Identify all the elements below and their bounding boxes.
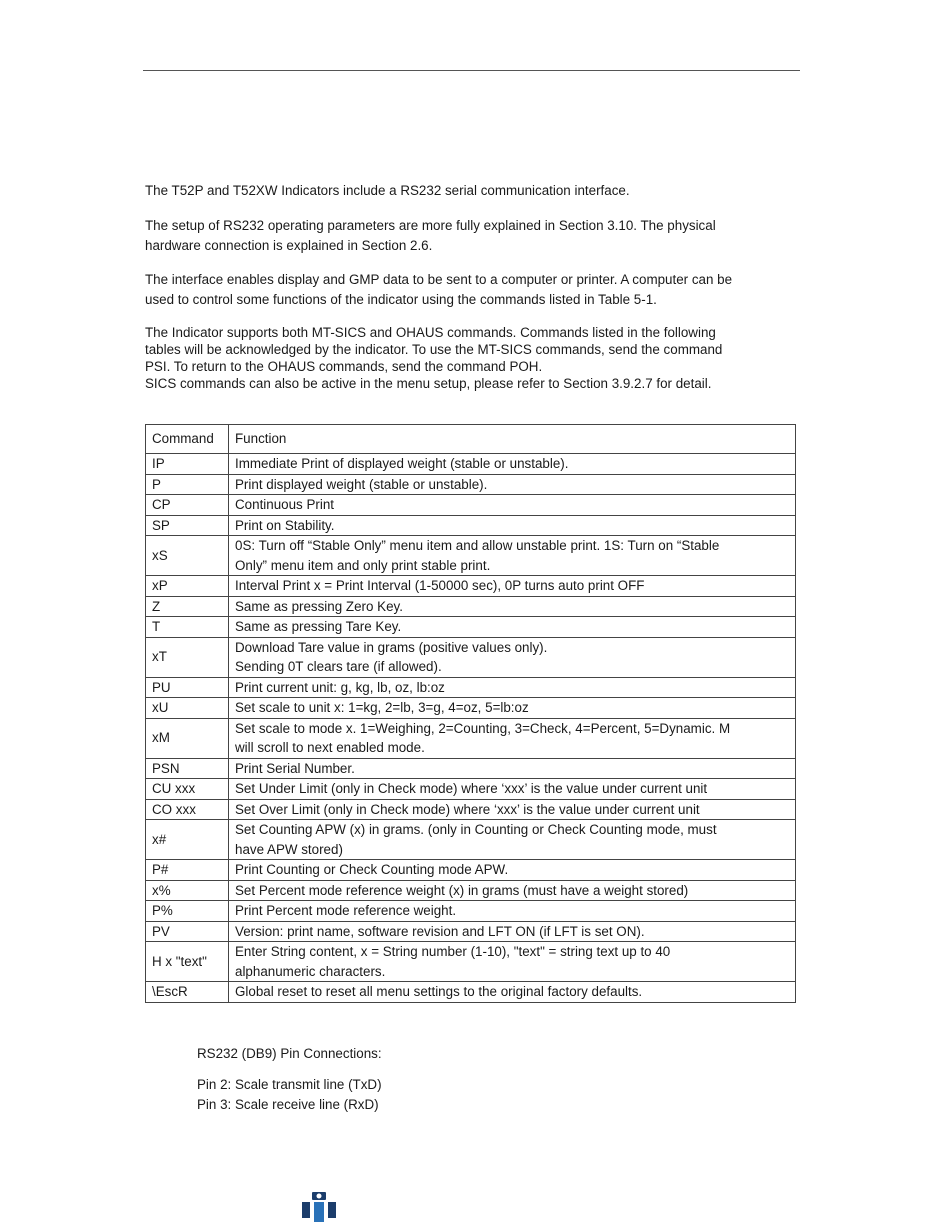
interface-line-1: The interface enables display and GMP data to be sent to a computer or printer. A computer can be (145, 272, 733, 287)
function-line: 0S: Turn off “Stable Only” menu item and allow unstable print. 1S: Turn on “Stable (235, 538, 720, 553)
function-line: Sending 0T clears tare (if allowed). (235, 659, 442, 674)
intro-text: The T52P and T52XW Indicators include a RS232 serial communication interface. (145, 183, 630, 198)
table-row (146, 718, 796, 758)
function-cell (229, 942, 796, 982)
command-cell: PU (146, 677, 229, 698)
table-row (146, 880, 796, 901)
table-row (146, 758, 796, 779)
function-cell: Set Over Limit (only in Check mode) where ‘xxx’ is the value under current unit (229, 799, 796, 820)
sics-line-2: tables will be acknowledged by the indicator. To use the MT-SICS commands, send the command (145, 342, 723, 357)
function-cell (229, 820, 796, 860)
sics-line-4: SICS commands can also be active in the menu setup, please refer to Section 3.9.2.7 for detail. (145, 376, 712, 391)
header-rule (143, 70, 800, 71)
table-row (146, 799, 796, 820)
function-cell: Same as pressing Tare Key. (229, 617, 796, 638)
table-row (146, 515, 796, 536)
sics-line-3: PSI. To return to the OHAUS commands, send the command POH. (145, 359, 543, 374)
command-cell: xS (146, 536, 229, 576)
command-cell: x# (146, 820, 229, 860)
interface-line-2: used to control some functions of the indicator using the commands listed in Table 5-1. (145, 291, 657, 307)
function-cell (229, 536, 796, 576)
command-cell: Z (146, 596, 229, 617)
command-cell: xP (146, 576, 229, 597)
table-row (146, 536, 796, 576)
header-command: Command (146, 425, 229, 454)
command-cell: PSN (146, 758, 229, 779)
function-cell: Global reset to reset all menu settings to the original factory defaults. (229, 982, 796, 1003)
command-cell: CP (146, 495, 229, 516)
command-cell: T (146, 617, 229, 638)
table-header-row (146, 425, 796, 454)
function-line: Set Counting APW (x) in grams. (only in Counting or Check Counting mode, must (235, 822, 717, 837)
command-cell: xM (146, 718, 229, 758)
function-cell (229, 637, 796, 677)
function-cell (229, 718, 796, 758)
command-cell: CO xxx (146, 799, 229, 820)
table-row (146, 942, 796, 982)
command-cell: xU (146, 698, 229, 719)
table-row (146, 820, 796, 860)
table-row (146, 637, 796, 677)
table-row (146, 779, 796, 800)
function-line: Set scale to mode x. 1=Weighing, 2=Counting, 3=Check, 4=Percent, 5=Dynamic. M (235, 720, 731, 736)
function-cell: Immediate Print of displayed weight (stable or unstable). (229, 454, 796, 475)
command-cell: CU xxx (146, 779, 229, 800)
function-line: have APW stored) (235, 841, 343, 857)
command-cell: SP (146, 515, 229, 536)
command-cell: x% (146, 880, 229, 901)
command-table (145, 424, 796, 1003)
sics-paragraph (145, 324, 805, 392)
function-cell: Continuous Print (229, 495, 796, 516)
function-cell: Set scale to unit x: 1=kg, 2=lb, 3=g, 4=oz, 5=lb:oz (229, 698, 796, 719)
setup-line-2: hardware connection is explained in Section 2.6. (145, 237, 433, 253)
table-row (146, 454, 796, 475)
function-cell: Print Serial Number. (229, 758, 796, 779)
table-row (146, 698, 796, 719)
command-cell: P# (146, 860, 229, 881)
table-row (146, 677, 796, 698)
table-row (146, 576, 796, 597)
function-cell: Set Under Limit (only in Check mode) where ‘xxx’ is the value under current unit (229, 779, 796, 800)
function-cell: Print current unit: g, kg, lb, oz, lb:oz (229, 677, 796, 698)
table-row (146, 495, 796, 516)
setup-paragraph (145, 216, 805, 255)
function-cell: Set Percent mode reference weight (x) in grams (must have a weight stored) (229, 880, 796, 901)
table-row (146, 474, 796, 495)
function-line: Enter String content, x = String number (1-10), "text" = string text up to 40 (235, 944, 671, 959)
function-cell: Print on Stability. (229, 515, 796, 536)
command-cell: PV (146, 921, 229, 942)
table-row (146, 860, 796, 881)
table-row (146, 982, 796, 1003)
pin-2-description: Pin 2: Scale transmit line (TxD) (197, 1077, 382, 1092)
table-row (146, 617, 796, 638)
command-cell: P% (146, 901, 229, 922)
function-cell: Print displayed weight (stable or unstable). (229, 474, 796, 495)
function-line: Only” menu item and only print stable print. (235, 557, 491, 573)
setup-line-1: The setup of RS232 operating parameters are more fully explained in Section 3.10. The physical (145, 218, 716, 233)
command-cell: P (146, 474, 229, 495)
function-cell: Same as pressing Zero Key. (229, 596, 796, 617)
function-cell: Interval Print x = Print Interval (1-50000 sec), 0P turns auto print OFF (229, 576, 796, 597)
pin-3-description: Pin 3: Scale receive line (RxD) (197, 1097, 379, 1112)
function-cell: Version: print name, software revision and LFT ON (if LFT is set ON). (229, 921, 796, 942)
sics-line-1: The Indicator supports both MT-SICS and OHAUS commands. Commands listed in the following (145, 325, 716, 340)
command-cell: xT (146, 637, 229, 677)
interface-paragraph (145, 270, 805, 309)
table-row (146, 901, 796, 922)
pin-connections-title: RS232 (DB9) Pin Connections: (197, 1046, 382, 1061)
function-cell: Print Percent mode reference weight. (229, 901, 796, 922)
intro-paragraph (145, 181, 805, 201)
function-line: alphanumeric characters. (235, 963, 386, 979)
table-row (146, 921, 796, 942)
ohaus-logo-icon (302, 1192, 336, 1222)
header-function: Function (229, 425, 796, 454)
function-line: will scroll to next enabled mode. (235, 740, 425, 755)
command-cell: \EscR (146, 982, 229, 1003)
table-row (146, 596, 796, 617)
command-cell: IP (146, 454, 229, 475)
function-line: Download Tare value in grams (positive values only). (235, 639, 548, 655)
command-cell: H x "text" (146, 942, 229, 982)
function-cell: Print Counting or Check Counting mode APW. (229, 860, 796, 881)
